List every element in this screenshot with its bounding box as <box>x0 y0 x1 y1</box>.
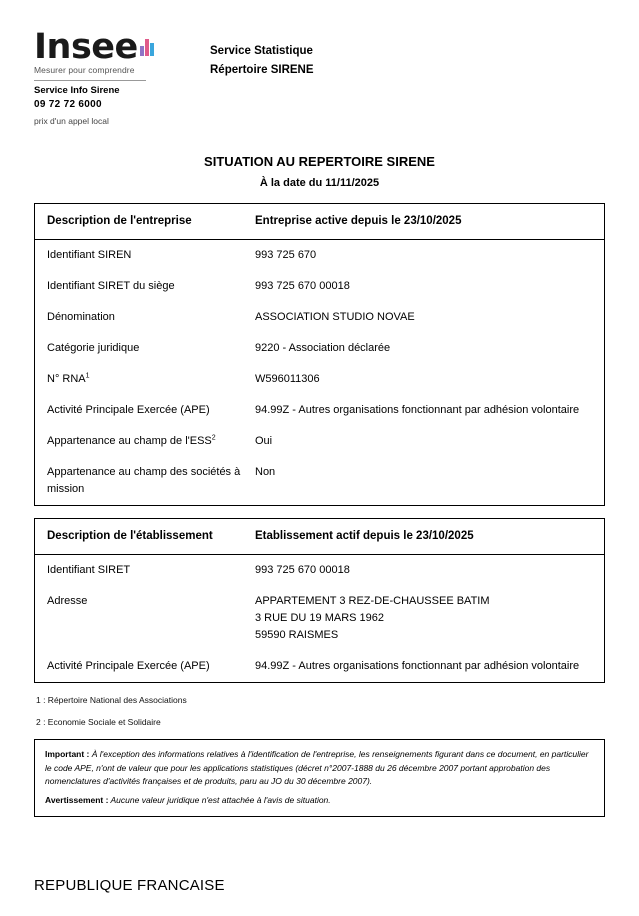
row-value: ASSOCIATION STUDIO NOVAE <box>255 311 415 323</box>
table-row <box>35 333 604 364</box>
row-value: APPARTEMENT 3 REZ-DE-CHAUSSEE BATIM 3 RUE DU 19 MARS 1962 59590 RAISMES <box>255 595 490 641</box>
table-row <box>35 457 604 505</box>
service-info-phone: 09 72 72 6000 <box>34 99 102 110</box>
repertoire-sirene-label: Répertoire SIRENE <box>210 64 314 76</box>
row-value: 993 725 670 <box>255 249 317 261</box>
row-label: Dénomination <box>47 311 115 323</box>
row-label: Catégorie juridique <box>47 342 140 354</box>
establishment-header-label: Description de l'établissement <box>47 530 213 542</box>
table-row <box>35 302 604 333</box>
table-row <box>35 240 604 271</box>
insee-logo-text: Insee <box>34 27 138 67</box>
row-value: Non <box>255 466 276 478</box>
establishment-header-status: Etablissement actif depuis le 23/10/2025 <box>255 530 474 542</box>
company-block <box>34 203 605 506</box>
footnote-marker: 1 <box>85 372 90 380</box>
table-row <box>35 651 604 682</box>
row-value: Oui <box>255 435 273 447</box>
notice-important-text: À l'exception des informations relatives à l'identification de l'entreprise, les renseignements figurant dans ce document, en particulier le code APE, n'ont de valeur que pour les applications statistiques (décret n°2007-1888 du 26 décembre 2007 portant approbation des nomenclatures d'activités françaises et de produits, paru au JO du 30 décembre 2007). <box>45 749 589 786</box>
table-row <box>35 586 604 651</box>
insee-tagline: Mesurer pour comprendre <box>34 65 135 75</box>
company-rows <box>35 240 604 505</box>
notice-warning-label: Avertissement : <box>45 794 109 805</box>
footnote-2: 2 : Economie Sociale et Solidaire <box>36 717 161 727</box>
service-statistique-label: Service Statistique <box>210 45 313 57</box>
legal-notice <box>34 739 605 817</box>
row-value: 993 725 670 00018 <box>255 280 350 292</box>
header-divider <box>34 80 146 81</box>
row-label: Identifiant SIRET <box>47 564 131 576</box>
row-label: Identifiant SIRET du siège <box>47 280 175 292</box>
row-label: Appartenance au champ de l'ESS$^2$ <box>47 434 216 447</box>
row-label: Activité Principale Exercée (APE) <box>47 660 210 672</box>
header-left <box>34 27 174 126</box>
header-right <box>174 30 314 80</box>
footnote-1: 1 : Répertoire National des Associations <box>36 695 187 705</box>
row-label: Activité Principale Exercée (APE) <box>47 404 210 416</box>
notice-important-label: Important : <box>45 749 90 759</box>
company-header-label: Description de l'entreprise <box>47 215 192 227</box>
row-label: Identifiant SIREN <box>47 249 132 261</box>
table-row <box>35 395 604 426</box>
establishment-rows <box>35 555 604 682</box>
row-label: Adresse <box>47 595 88 607</box>
insee-logo <box>34 27 174 67</box>
company-header-status: Entreprise active depuis le 23/10/2025 <box>255 215 462 227</box>
insee-logo-bars-icon <box>140 34 156 56</box>
row-value: W596011306 <box>255 373 320 385</box>
table-row <box>35 426 604 457</box>
notice-important <box>45 748 594 789</box>
document-date: À la date du 11/11/2025 <box>259 177 380 189</box>
page-title: SITUATION AU REPERTOIRE SIRENE <box>204 154 435 169</box>
table-row <box>35 271 604 302</box>
service-info-title: Service Info Sirene <box>34 85 120 96</box>
table-row <box>35 555 604 586</box>
service-info-note: prix d'un appel local <box>34 116 109 126</box>
row-value: 94.99Z - Autres organisations fonctionnant par adhésion volontaire <box>255 404 580 416</box>
row-value: 94.99Z - Autres organisations fonctionnant par adhésion volontaire <box>255 660 580 672</box>
row-value: 993 725 670 00018 <box>255 564 350 576</box>
notice-warning-text: Aucune valeur juridique n'est attachée à l'avis de situation. <box>110 794 331 805</box>
row-label: Appartenance au champ des sociétés à mission <box>47 466 241 495</box>
notice-warning <box>45 794 594 808</box>
company-header-row <box>35 204 604 240</box>
footer-republic: REPUBLIQUE FRANCAISE <box>34 877 225 894</box>
footnote-marker: 2 <box>211 434 216 442</box>
establishment-block <box>34 518 605 683</box>
row-value: 9220 - Association déclarée <box>255 342 391 354</box>
row-label: N° RNA$^1$ <box>47 372 90 385</box>
establishment-header-row <box>35 519 604 555</box>
document-header <box>34 27 605 126</box>
table-row <box>35 364 604 395</box>
